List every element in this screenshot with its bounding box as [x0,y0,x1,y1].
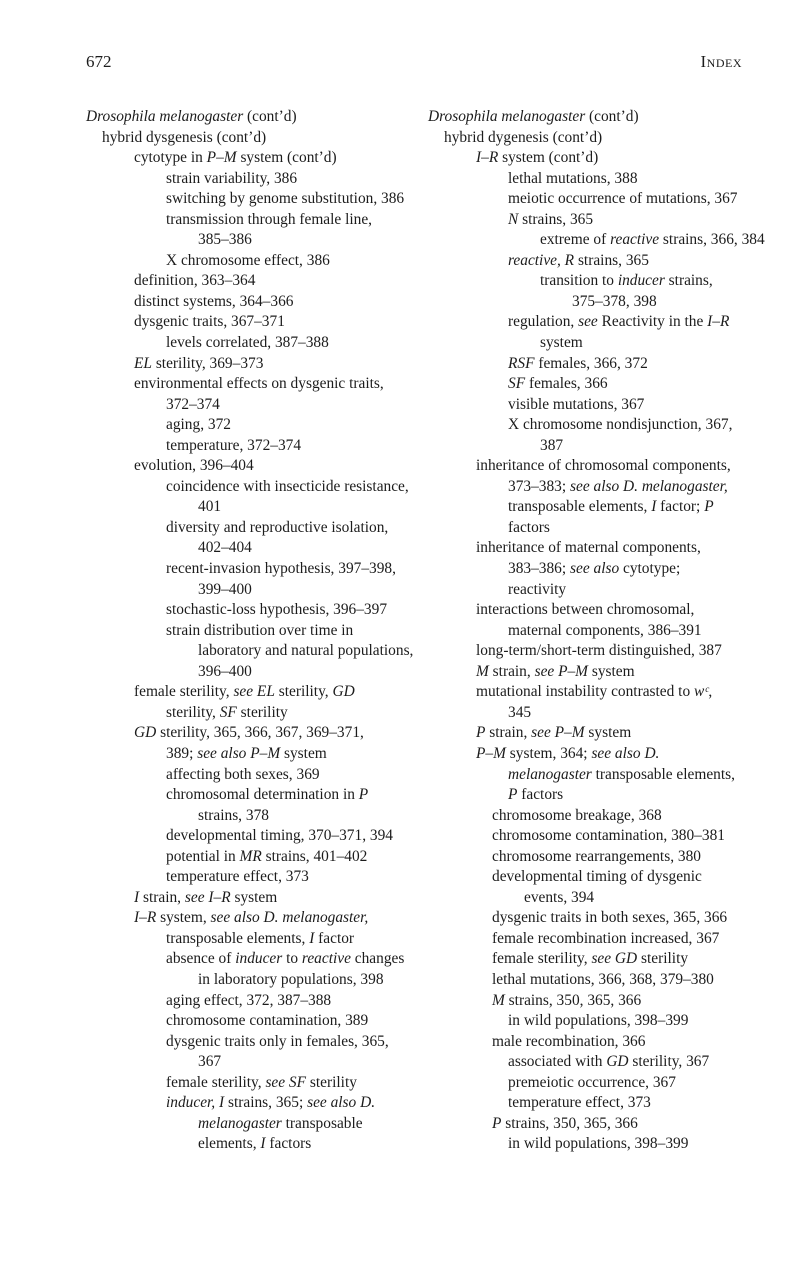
index-entry-text: 345 [508,703,532,721]
index-entry [428,128,768,149]
index-entry [428,497,768,518]
index-entry-italic-text: see also D. [307,1094,376,1112]
index-entry-text: environmental effects on dysgenic traits, [134,375,384,393]
index-entry [86,641,416,662]
index-entry-text: maternal components, 386–391 [508,621,702,639]
index-entry-text: dysgenic traits in both sexes, 365, 366 [492,909,728,927]
index-entry-italic-text: see also D. [591,744,660,762]
index-entry [428,271,768,292]
index-entry-text: strains, 350, 365, 366 [501,1114,638,1132]
index-entry-text: 389; [166,744,198,762]
index-entry [86,744,416,765]
index-entry [428,641,768,662]
index-entry [428,785,768,806]
index-entry-italic-text: see also D. melanogaster, [210,909,369,927]
index-entry-text: (cont’d) [585,108,639,125]
index-entry [86,128,416,149]
index-entry-text: in laboratory populations, 398 [198,970,384,988]
index-entry [428,1032,768,1053]
index-entry-text: stochastic-loss hypothesis, 396–397 [166,601,388,619]
index-entry-text: developmental timing, 370–371, 394 [166,827,393,845]
index-entry-italic-text: I–R [476,149,499,167]
index-entry [428,456,768,477]
index-entry [428,333,768,354]
index-entry [86,169,416,190]
index-entry-text: system [584,724,632,742]
index-entry-italic-text: see P–M [534,662,588,680]
index-entry-text: transposable [281,1114,363,1132]
index-entry-text: to [282,950,302,968]
index-entry-italic-text: EL [134,354,152,372]
index-entry-text: hybrid dygenesis (cont’d) [444,128,603,146]
index-entry-text: system [588,662,635,680]
index-entry-text: definition, 363–364 [134,272,256,290]
index-entry [86,477,416,498]
index-entry-italic-text: reactive [301,950,351,968]
index-entry [86,847,416,868]
index-entry [428,1011,768,1032]
index-entry-text: chromosome breakage, 368 [492,806,662,824]
index-entry [86,1011,416,1032]
index-entry [428,1052,768,1073]
index-entry-text: 372–374 [166,395,220,413]
index-entry-text: changes [350,950,405,968]
index-entry [428,374,768,395]
index-entry-text: strains, 365 [574,251,649,269]
index-entry-text: meiotic occurrence of mutations, 367 [508,190,738,208]
index-entry-text: strain, [488,662,535,680]
index-entry [428,806,768,827]
index-entry-text: 396–400 [198,662,252,680]
index-entry [428,621,768,642]
index-entry-text: cytotype in [134,149,207,167]
index-entry-text: 385–386 [198,231,252,249]
index-entry-text: strains, 366, 384 [659,231,765,249]
index-entry [86,538,416,559]
index-entry [86,312,416,333]
index-entry-italic-text: GD [606,1053,629,1071]
index-entry-italic-text: see also [570,560,620,578]
index-entry-text: levels correlated, 387–388 [166,334,329,352]
index-entry [86,354,416,375]
index-entry [86,518,416,539]
index-entry-text: male recombination, 366 [492,1032,646,1050]
index-entry-italic-text: P [476,724,486,742]
index-entry-text: temperature effect, 373 [508,1094,651,1112]
index-entry-text: factor [314,929,355,947]
index-entry-text: temperature effect, 373 [166,868,309,886]
index-entry-italic-text: GD [134,724,157,742]
index-column-left [86,107,416,1155]
index-entry-text: sterility, [166,703,220,721]
index-entry-text: chromosome contamination, 380–381 [492,827,725,845]
index-entry [428,559,768,580]
index-entry [428,169,768,190]
index-entry-text: system [280,744,327,762]
index-entry-text: laboratory and natural populations, [198,642,414,660]
index-entry [428,929,768,950]
index-entry-italic-text: I [309,929,315,947]
index-entry [86,148,416,169]
index-entry [428,600,768,621]
index-entry [428,991,768,1012]
index-entry-text: female recombination increased, 367 [492,929,720,947]
index-entry-text: lethal mutations, 388 [508,169,638,187]
running-title: Index [700,52,742,71]
index-entry [86,292,416,313]
index-entry-italic-text: inducer, I [166,1094,225,1112]
index-entry [86,497,416,518]
index-entry [428,867,768,888]
index-entry-text: strain variability, 386 [166,169,298,187]
index-entry-text: affecting both sexes, 369 [166,765,320,783]
index-entry-text: system [230,888,278,906]
index-entry-text: chromosome contamination, 389 [166,1012,369,1030]
index-entry-italic-text: M [492,991,505,1009]
index-entry [428,436,768,457]
index-entry [86,826,416,847]
index-entry-text: sterility [637,950,689,968]
index-entry [86,1073,416,1094]
index-entry-text: premeiotic occurrence, 367 [508,1073,676,1091]
index-entry [86,621,416,642]
index-entry-text: dysgenic traits, 367–371 [134,313,285,331]
index-entry [86,1134,416,1155]
index-entry-text: system, 364; [505,744,592,762]
index-entry [428,682,768,703]
index-entry-italic-text: GD [332,683,355,701]
index-entry [428,148,768,169]
index-entry [428,395,768,416]
index-entry [86,251,416,272]
index-entry-text: X chromosome nondisjunction, 367, [508,416,733,434]
index-entry [86,765,416,786]
index-entry-text: factors [265,1135,312,1153]
index-entry-text: female sterility, [492,950,592,968]
index-column-right [428,107,768,1155]
index-entry [86,682,416,703]
index-entry [86,662,416,683]
index-entry [428,251,768,272]
index-entry [428,847,768,868]
index-entry-text: transposable elements, [591,765,735,783]
index-entry-text: inheritance of chromosomal components, [476,457,731,475]
index-entry-text: transposable elements, [508,498,652,516]
index-entry [428,723,768,744]
index-entry [428,662,768,683]
index-entry [428,518,768,539]
index-entry [86,1032,416,1053]
index-entry [86,559,416,580]
index-entry-italic-text: MR [239,847,262,865]
index-entry-italic-text: I–R [707,313,730,331]
index-entry [86,456,416,477]
index-entry-text: (cont’d) [243,108,297,125]
index-entry [86,436,416,457]
index-entry-text: sterility [306,1073,357,1091]
index-entry-italic-text: see [578,313,598,331]
index-entry-italic-text: see also D. melanogaster, [570,477,728,495]
index-entry [86,867,416,888]
index-entry [86,374,416,395]
index-entry [86,580,416,601]
index-entry-text: in wild populations, 398–399 [508,1012,689,1030]
index-entry-text: , [708,683,713,701]
index-entry-text: strains, 365 [518,210,594,228]
index-entry-text: transmission through female line, [166,210,373,228]
index-entry-italic-text: P–M [476,744,506,762]
index-entry-text: inheritance of maternal components, [476,539,701,557]
index-entry [428,888,768,909]
index-entry-italic-text: I–R [134,909,157,927]
index-entry [86,785,416,806]
index-entry-text: associated with [508,1053,607,1071]
index-entry-text: strains, 401–402 [261,847,368,865]
index-entry [428,908,768,929]
index-entry [428,1134,768,1155]
index-entry [428,312,768,333]
index-entry-italic-text: P–M [206,149,237,167]
index-entry-text: system (cont’d) [498,149,599,167]
index-entry-text: mutational instability contrasted to [476,683,694,701]
index-entry-text: events, 394 [524,888,595,906]
index-entry-italic-text: I [260,1135,266,1153]
index-entry-text: in wild populations, 398–399 [508,1135,689,1153]
index-entry [86,395,416,416]
index-entry-italic-text: P [704,498,714,516]
index-entry-text: strains, [664,272,713,290]
index-entry-italic-text: reactive, R [508,251,575,269]
index-entry-italic-text: see also P–M [197,744,281,762]
index-entry-text: elements, [198,1135,261,1153]
index-entry-italic-text: inducer [617,272,665,290]
index-entry-text: strain, [485,724,532,742]
index-entry-text: sterility [236,703,288,721]
running-header [0,52,800,76]
index-entry [428,354,768,375]
index-entry-text: strains, 350, 365, 366 [504,991,642,1009]
index-entry-text: diversity and reproductive isolation, [166,518,389,536]
index-entry-text: system, [156,909,211,927]
index-entry-text: 401 [198,498,222,516]
index-entry-italic-text: N [508,210,519,228]
index-entry-text: regulation, [508,313,579,331]
index-entry-italic-text: see GD [591,950,638,968]
index-entry-text: developmental timing of dysgenic [492,868,702,886]
index-entry-text: transposable elements, [166,929,310,947]
index-entry-italic-text: I [134,888,140,906]
index-entry [428,970,768,991]
index-entry-text: recent-invasion hypothesis, 397–398, [166,560,396,578]
page-number: 672 [86,52,112,71]
index-entry-text: aging effect, 372, 387–388 [166,991,332,1009]
index-entry-italic-text: melanogaster [508,765,592,783]
index-entry [86,929,416,950]
index-entry-text: Reactivity in the [597,313,708,331]
index-entry-text: potential in [166,847,240,865]
index-entry-text: sterility, 367 [628,1053,710,1071]
index-entry [428,703,768,724]
index-entry-italic-text: inducer [235,950,283,968]
index-entry [428,1114,768,1135]
index-entry [86,1093,416,1114]
index-entry-text: aging, 372 [166,416,231,434]
index-entry [86,107,416,128]
index-entry [428,826,768,847]
index-entry [86,415,416,436]
index-entry-italic-text: P [508,786,518,804]
index-entry-italic-text: Drosophila melanogaster [86,108,244,125]
index-entry [86,949,416,970]
index-entry [86,600,416,621]
index-entry-text: hybrid dysgenesis (cont’d) [102,128,267,146]
index-entry-italic-text: melanogaster [198,1114,282,1132]
index-entry [428,765,768,786]
index-entry-text: absence of [166,950,236,968]
index-entry-text: system [540,334,583,352]
index-entry-text: X chromosome effect, 386 [166,251,330,269]
index-entry-italic-text: see EL [233,683,275,701]
index-entry-text: strains, 378 [198,806,269,824]
index-entry-text: 367 [198,1053,222,1071]
index-entry-text: visible mutations, 367 [508,395,645,413]
index-entry [86,1052,416,1073]
index-entry-text: coincidence with insecticide resistance, [166,477,409,495]
index-entry-italic-text: see I–R [184,888,231,906]
index-entry-text: strain distribution over time in [166,621,354,639]
index-entry-text: long-term/short-term distinguished, 387 [476,642,722,660]
index-entry-text: chromosome rearrangements, 380 [492,847,701,865]
index-entry [428,1073,768,1094]
index-entry [428,1093,768,1114]
index-entry-italic-text: Drosophila melanogaster [428,108,586,125]
index-entry-text: factors [508,518,550,536]
index-entry-italic-text: SF [508,375,526,393]
index-entry [428,210,768,231]
index-entry-text: females, 366 [525,375,608,393]
index-entry [86,333,416,354]
index-entry-text: distinct systems, 364–366 [134,292,294,310]
index-entry-text: sterility, 369–373 [151,354,264,372]
index-entry-text: transition to [540,272,618,290]
index-entry-italic-text: ᶜ [704,683,709,701]
index-entry-text: female sterility, [166,1073,266,1091]
index-entry-text: chromosomal determination in [166,786,359,804]
index-entry-text: dysgenic traits only in females, 365, [166,1032,389,1050]
index-entry-text: 399–400 [198,580,252,598]
index-entry [428,292,768,313]
index-entry-italic-text: SF [219,703,237,721]
index-entry [428,477,768,498]
index-entry [428,744,768,765]
index-entry-text: factors [517,786,564,804]
index-entry-text: evolution, 396–404 [134,457,254,475]
index-entry [86,970,416,991]
index-entry [86,1114,416,1135]
index-entry-text: 383–386; [508,560,570,578]
index-entry [86,230,416,251]
index-entry-italic-text: RSF [508,354,535,372]
index-entry-text: cytotype; [619,560,681,578]
index-entry [86,723,416,744]
index-entry [86,806,416,827]
index-entry-text: female sterility, [134,683,234,701]
index-entry [428,580,768,601]
index-entry [86,991,416,1012]
index-entry-text: sterility, [274,683,333,701]
index-entry-text: lethal mutations, 366, 368, 379–380 [492,970,714,988]
index-entry [428,230,768,251]
index-entry [428,189,768,210]
index-entry-text: interactions between chromosomal, [476,601,695,619]
index-entry-text: 387 [540,436,564,454]
index-entry-italic-text: see P–M [531,724,585,742]
index-entry-text: reactivity [508,580,567,598]
index-entry-italic-text: reactive [610,231,660,249]
index-entry [86,189,416,210]
index-entry [86,908,416,929]
index-entry-italic-text: P [492,1114,502,1132]
index-entry-text: females, 366, 372 [534,354,648,372]
index-entry [428,107,768,128]
index-entry-italic-text: P [358,786,369,804]
index-entry-text: 402–404 [198,539,252,557]
index-entry-text: 375–378, 398 [572,292,657,310]
index-entry-italic-text: see SF [265,1073,307,1091]
index-entry-italic-text: I [651,498,657,516]
index-entry-italic-text: M [476,662,489,680]
index-entry [428,538,768,559]
index-entry-text: strain, [139,888,185,906]
index-entry [428,949,768,970]
index-entry [86,271,416,292]
index-entry [86,888,416,909]
index-entry-italic-text: w [694,683,705,701]
index-entry-text: switching by genome substitution, 386 [166,190,405,208]
index-entry-text: system (cont’d) [236,149,337,167]
index-entry-text: 373–383; [508,477,570,495]
index-entry-text: factor; [656,498,705,516]
index-entry [86,210,416,231]
index-entry-text: extreme of [540,231,611,249]
index-entry [428,415,768,436]
index-entry-text: sterility, 365, 366, 367, 369–371, [156,724,364,742]
index-entry-text: strains, 365; [224,1094,308,1112]
index-entry [86,703,416,724]
index-entry-text: temperature, 372–374 [166,436,302,454]
